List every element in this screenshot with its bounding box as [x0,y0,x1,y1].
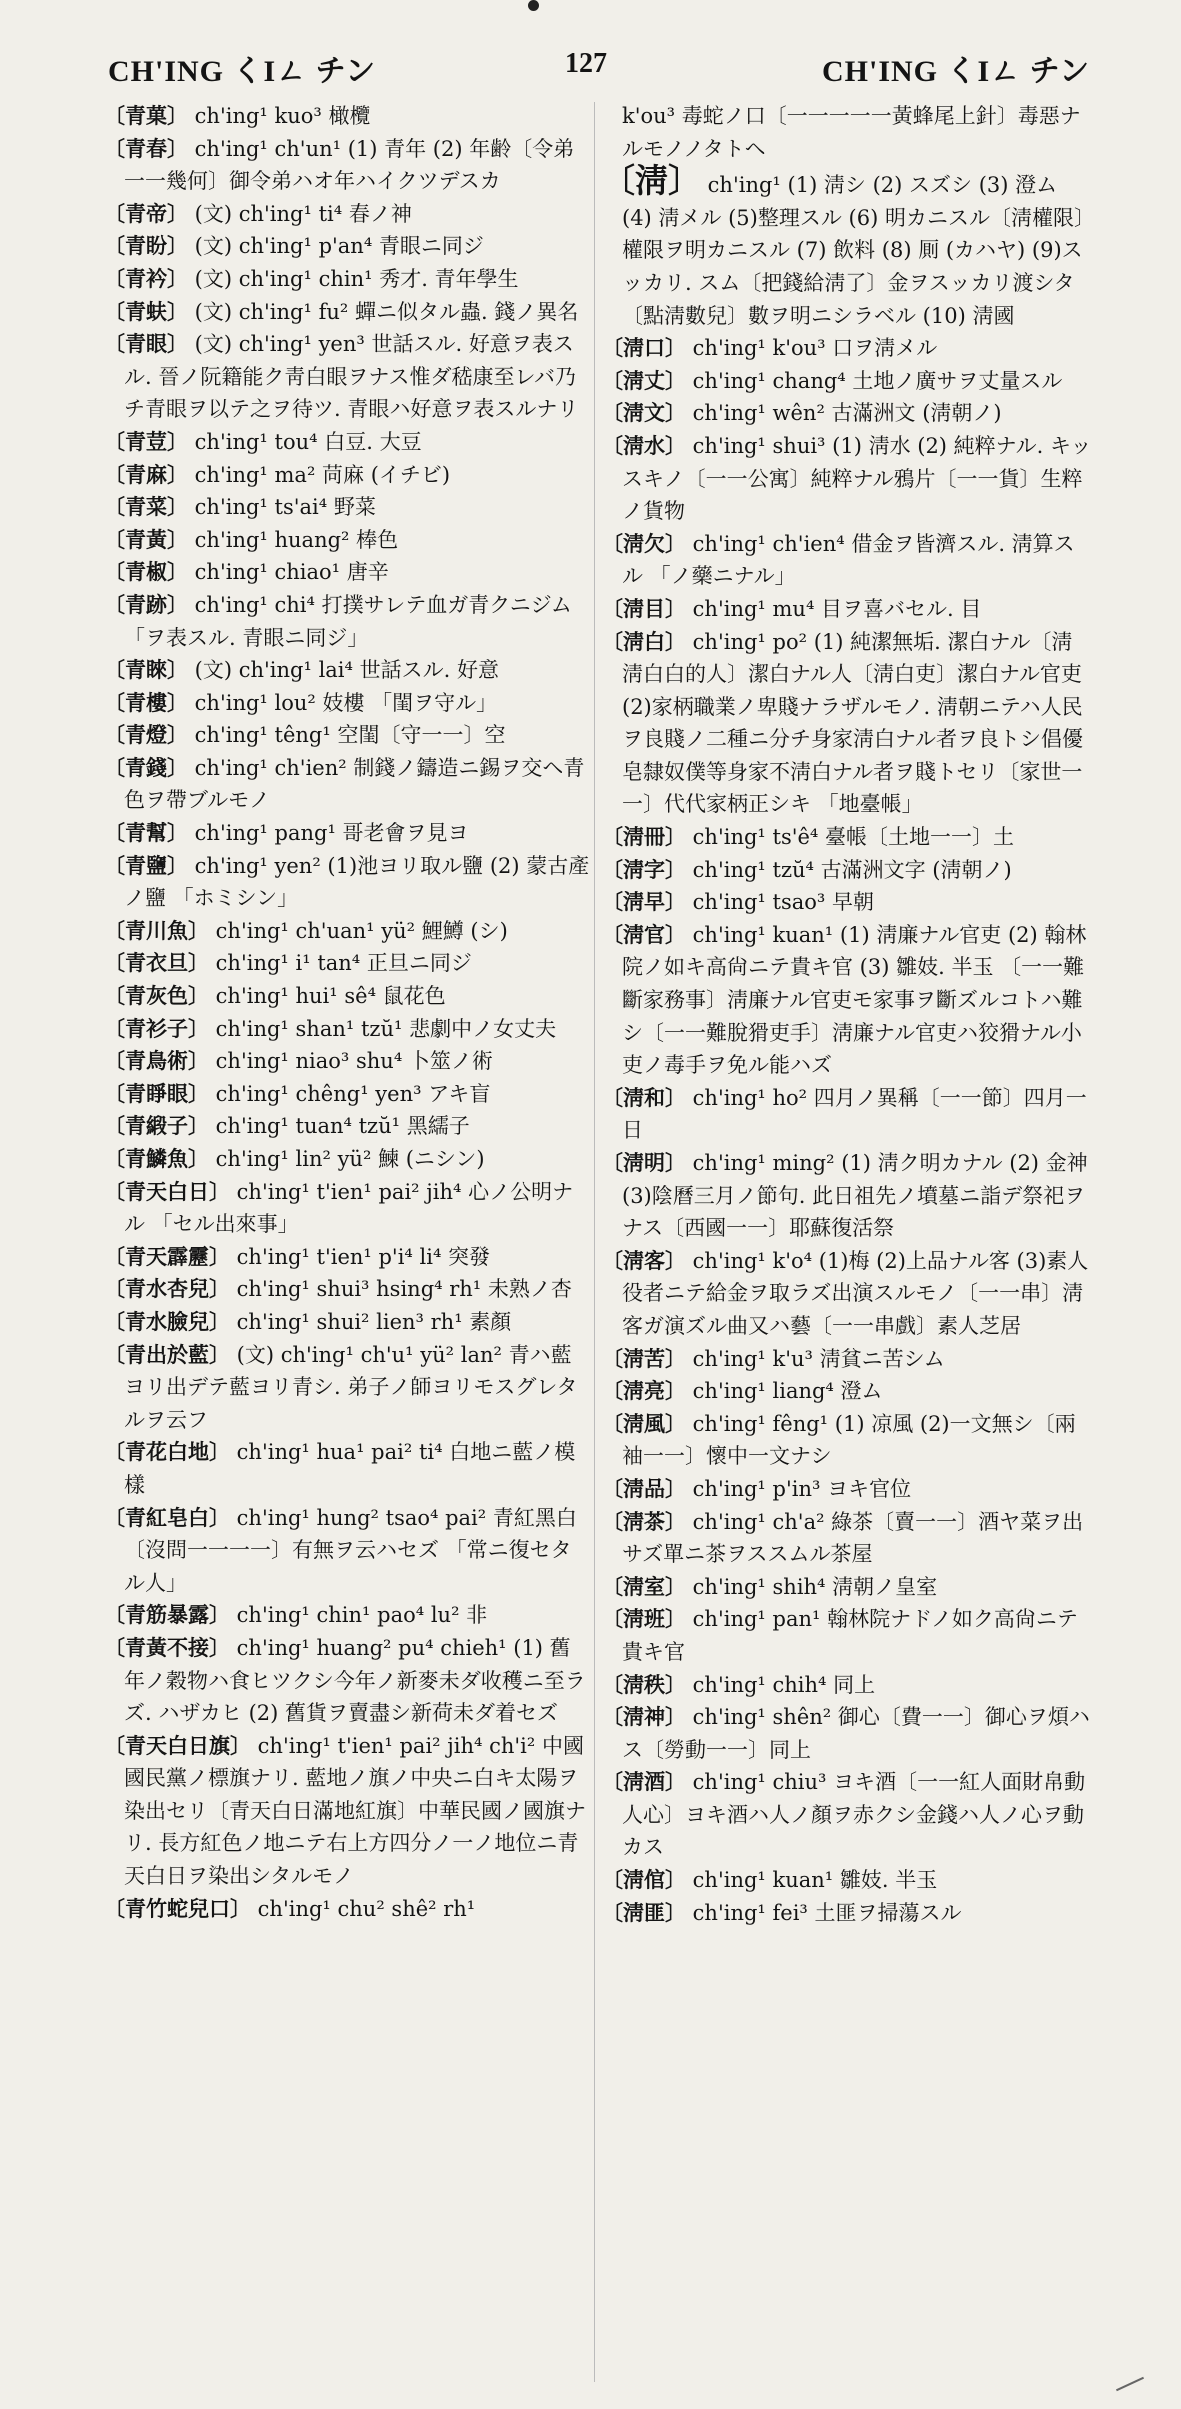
entry-definition: ch'ing¹ chu² shê² rh¹ [251,1896,476,1921]
entry-definition: (文) ch'ing¹ lai⁴ 世話スル. 好意 [188,658,499,683]
entry-headword: 〔青鳥術〕 [104,1048,209,1074]
dictionary-entry [104,1893,590,1926]
entry-headword: 〔青睞〕 [104,657,188,683]
dictionary-entry [602,1375,1092,1408]
entry-headword: 〔淸丈〕 [602,367,686,393]
entry-headword: 〔淸茶〕 [602,1508,686,1534]
dictionary-entry [104,1436,590,1501]
dictionary-entry [104,328,590,426]
entry-headword: 〔青蚨〕 [104,298,188,324]
dictionary-entry [104,1502,590,1600]
entry-definition: ch'ing¹ tsao³ 早朝 [686,890,874,915]
entry-definition: ch'ing¹ pan¹ 翰林院ナドノ如ク高尙ニテ貴キ官 [622,1607,1078,1664]
entry-definition: ch'ing¹ mu⁴ 目ヲ喜バセル. 目 [686,596,982,621]
entry-definition: ch'ing¹ liang⁴ 澄ム [686,1379,883,1404]
dictionary-entry [104,1599,590,1632]
entry-definition: (文) ch'ing¹ ch'u¹ yü² lan² 青ハ藍ヨリ出デテ藍ヨリ青シ. 弟子ノ師ヨリモスグレタルヲ云フ [124,1342,578,1432]
entry-headword: 〔淸明〕 [602,1150,686,1175]
entry-definition: ch'ing¹ t'ien¹ pai² jih⁴ ch'i² 中國國民黨ノ標旗ナリ. 藍地ノ旗ノ中央ニ白キ太陽ヲ染出セリ〔青天白日滿地紅旗〕中華民國ノ國旗ナリ. 長方紅色ノ地ニテ右上方四分ノ一ノ地位ニ青天白日ヲ染出シタルモノ [124,1733,586,1889]
entry-headword: 〔青帝〕 [104,200,188,226]
entry-definition: ch'ing¹ têng¹ 空閨〔守一一〕空 [188,723,506,748]
entry-definition: ch'ing¹ tzŭ⁴ 古滿洲文字 (淸朝ノ) [686,857,1012,882]
entry-headword: 〔淸冊〕 [602,824,686,850]
entry-definition: ch'ing¹ lou² 妓樓 「閨ヲ守ル」 [188,690,498,715]
entry-definition: ch'ing¹ t'ien¹ pai² jih⁴ 心ノ公明ナル 「セル出來事」 [124,1179,574,1237]
entry-headword: 〔淸早〕 [602,889,686,915]
entry-headword: 〔青幫〕 [104,820,188,846]
entry-definition: ch'ing¹ fêng¹ (1) 凉風 (2)一文無シ〔兩袖一一〕懷中一文ナシ [622,1411,1076,1469]
dictionary-entry [104,263,590,296]
dictionary-entry [602,854,1092,887]
page-corner-mark [1116,2377,1144,2391]
entry-definition: ch'ing¹ chang⁴ 土地ノ廣サヲ丈量スル [686,368,1063,393]
entry-headword: 〔淸字〕 [602,856,686,882]
entry-definition: ch'ing¹ huang² 棒色 [188,527,399,552]
entry-headword: 〔青錢〕 [104,754,188,780]
dictionary-entry [602,528,1092,593]
entry-headword: 〔淸文〕 [602,400,686,426]
entry-definition: ch'ing¹ huang² pu⁴ chieh¹ (1) 舊年ノ穀物ハ食ヒツクシ今年ノ新麥未ダ收穫ニ至ラズ. ハザカヒ (2) 舊貨ヲ賣盡シ新荷未ダ着セズ [124,1635,586,1726]
entry-definition: ch'ing¹ ch'uan¹ yü² 鯉鱒 (シ) [209,918,508,943]
dictionary-entry [104,654,590,687]
entry-headword: 〔青衣旦〕 [104,950,209,976]
dictionary-entry [602,365,1092,398]
left-column [104,100,590,2390]
entry-headword: 〔青水臉兒〕 [104,1308,230,1334]
entry-definition: ch'ing¹ ch'un¹ (1) 青年 (2) 年齢〔令弟一一幾何〕御令弟ハオ年ハイクツデスカ [124,136,575,194]
dictionary-entry [602,1766,1092,1864]
dictionary-entry [602,100,1092,165]
header-left-guide: CH'ING くIㄥ チン [108,55,377,88]
entry-definition: ch'ing¹ t'ien¹ p'i⁴ li⁴ 突發 [230,1244,491,1269]
entry-definition: ch'ing¹ i¹ tan⁴ 正旦ニ同ジ [209,951,472,976]
dictionary-entry [104,1730,590,1893]
entry-headword: 〔淸室〕 [602,1573,686,1599]
entry-definition: ch'ing¹ tou⁴ 白豆. 大豆 [188,429,422,454]
right-column [602,100,1092,2390]
entry-definition: ch'ing¹ k'o⁴ (1)梅 (2)上品ナル客 (3)素人役者ニテ給金ヲ取ラズ出演スルモノ〔一一串〕淸客ガ演ズル曲又ハ藝〔一一串戲〕素人芝居 [622,1248,1089,1338]
dictionary-entry [104,817,590,850]
entry-definition: ch'ing¹ ming² (1) 淸ク明カナル (2) 金神 (3)陰曆三月ノ節句. 此日祖先ノ墳墓ニ詣デ祭祀ヲナス〔西國一一〕耶蘇復活祭 [622,1151,1088,1241]
dictionary-entry [602,1571,1092,1604]
dictionary-entry [104,1143,590,1176]
entry-definition: ch'ing¹ hui¹ sê⁴ 鼠花色 [209,984,446,1009]
entry-headword: 〔青天霹靂〕 [104,1243,230,1269]
entry-definition: (文) ch'ing¹ p'an⁴ 青眼ニ同ジ [188,234,484,259]
dictionary-entry [104,980,590,1013]
entry-definition: ch'ing¹ pang¹ 哥老會ヲ見ヨ [188,821,469,846]
dictionary-entry [104,1013,590,1046]
entry-headword: 〔淸神〕 [602,1704,686,1730]
entry-headword: 〔青鹽〕 [104,852,188,878]
dictionary-entry [104,1632,590,1730]
dictionary-entry [104,1078,590,1111]
dictionary-entry [104,719,590,752]
ink-dot [528,0,539,11]
entry-definition: ch'ing¹ ts'ai⁴ 野菜 [188,495,376,520]
entry-definition: ch'ing¹ shih⁴ 淸朝ノ皇室 [686,1574,938,1599]
dictionary-entry [602,1343,1092,1376]
entry-headword: 〔青春〕 [104,135,188,161]
entry-definition: ch'ing¹ shui³ (1) 淸水 (2) 純粹ナル. キッスキノ〔一一公寓〕純粹ナル鴉片〔一一貨〕生粹ノ貨物 [622,433,1092,524]
dictionary-entry [104,459,590,492]
entry-headword: 〔青灰色〕 [104,983,209,1009]
entry-definition: k'ou³ 毒蛇ノ口〔一一一一一黃蜂尾上針〕毒惡ナルモノノタトヘ [622,104,1081,161]
entry-headword: 〔青筋暴露〕 [104,1602,230,1628]
dictionary-entry [602,1669,1092,1702]
entry-headword: 〔青竹蛇兒口〕 [104,1895,251,1921]
entry-headword: 〔淸和〕 [602,1084,686,1110]
entry-headword: 〔青水杏兒〕 [104,1276,230,1302]
entry-headword: 〔淸苦〕 [602,1345,686,1371]
entry-definition: ch'ing¹ chi⁴ 打撲サレテ血ガ青クニジム 「ヲ表スル. 青眼ニ同ジ」 [124,592,572,650]
dictionary-entry [104,1273,590,1306]
page-header [0,34,1181,96]
entry-definition: ch'ing¹ kuan¹ 雛妓. 半玉 [686,1868,938,1893]
dictionary-entry [602,430,1092,528]
entry-definition: ch'ing¹ chiu³ ヨキ酒〔一一紅人面財帛動人心〕ヨキ酒ハ人ノ顏ヲ赤クシ金錢ハ人ノ心ヲ動カス [622,1770,1086,1860]
dictionary-entry [602,919,1092,1082]
dictionary-entry [104,100,590,133]
entry-definition: ch'ing¹ chin¹ pao⁴ lu² 非 [230,1603,488,1628]
dictionary-entry [104,947,590,980]
dictionary-entry [104,752,590,817]
entry-headword: 〔青鱗魚〕 [104,1146,209,1171]
entry-headword: 〔青菜〕 [104,494,188,520]
entry-headword: 〔淸亮〕 [602,1378,686,1404]
entry-headword: 〔淸風〕 [602,1410,686,1436]
dictionary-entry [602,1701,1092,1766]
dictionary-entry [602,1147,1092,1245]
entry-headword: 〔青衿〕 [104,265,188,291]
dictionary-entry [104,1339,590,1437]
dictionary-entry [602,593,1092,626]
dictionary-entry [602,886,1092,919]
entry-definition: ch'ing¹ k'u³ 淸貧ニ苦シム [686,1346,945,1371]
entry-definition: ch'ing¹ chiao¹ 唐辛 [188,560,389,585]
entry-headword: 〔淸欠〕 [602,530,686,556]
entry-definition: ch'ing¹ fei³ 土匪ヲ掃蕩スル [686,1900,962,1925]
dictionary-entry [104,230,590,263]
dictionary-entry [104,296,590,329]
entry-definition: (文) ch'ing¹ chin¹ 秀才. 青年學生 [188,266,519,291]
dictionary-entry [602,1897,1092,1930]
entry-headword: 〔青菓〕 [104,103,188,128]
entry-definition: ch'ing¹ kuo³ 橄欖 [188,104,371,128]
dictionary-entry [104,1241,590,1274]
entry-headword: 〔青黃不接〕 [104,1634,230,1660]
entry-headword: 〔淸官〕 [602,921,686,947]
entry-definition: ch'ing¹ shan¹ tzŭ¹ 悲劇中ノ女丈夫 [209,1016,557,1041]
dictionary-entry [602,626,1092,822]
entry-definition: ch'ing¹ shui² lien³ rh¹ 素顏 [230,1309,512,1334]
entry-definition: ch'ing¹ ma² 苘麻 (イチビ) [188,462,451,487]
entry-headword: 〔淸水〕 [602,432,686,458]
dictionary-entry [104,1176,590,1241]
dictionary-entry [602,1864,1092,1897]
dictionary-entry [602,161,1092,332]
dictionary-entry [602,1408,1092,1473]
entry-headword: 〔青樓〕 [104,689,188,715]
dictionary-entry [104,491,590,524]
entry-headword: 〔青盼〕 [104,233,188,259]
entry-headword: 〔淸匪〕 [602,1899,686,1925]
dictionary-entry [104,1045,590,1078]
entry-headword: 〔青麻〕 [104,461,188,487]
dictionary-entry [104,850,590,915]
dictionary-entry [104,1306,590,1339]
entry-headword: 〔淸班〕 [602,1606,686,1632]
entry-definition: ch'ing¹ p'in³ ヨキ官位 [686,1476,912,1501]
entry-definition: (文) ch'ing¹ ti⁴ 春ノ神 [188,201,412,226]
entry-definition: ch'ing¹ kuan¹ (1) 淸廉ナル官吏 (2) 翰林院ノ如キ高尙ニテ貴キ官 (3) 雛妓. 半玉 〔一一難斷家務事〕淸廉ナル官吏モ家事ヲ斷ズルコトハ難シ〔一一難脫猾吏手〕淸廉ナル官吏ハ狡猾ナル小吏ノ毒手ヲ免ル能ハズ [622,922,1087,1078]
entry-definition: ch'ing¹ ch'ien⁴ 借金ヲ皆濟スル. 淸算スル 「ノ藥ニナル」 [622,531,1075,589]
entry-headword: 〔青荳〕 [104,428,188,454]
entry-definition: ch'ing¹ ho² 四月ノ異稱〔一一節〕四月一日 [622,1085,1087,1143]
entry-definition: ch'ing¹ ts'ê⁴ 臺帳〔土地一一〕土 [686,825,1015,850]
entry-headword: 〔淸秩〕 [602,1671,686,1697]
dictionary-entry [104,556,590,589]
entry-headword: 〔青跡〕 [104,591,188,617]
dictionary-entry [104,1110,590,1143]
dictionary-entry [104,198,590,231]
entry-headword: 〔青紅皂白〕 [104,1504,230,1530]
entry-headword: 〔淸白〕 [602,628,686,654]
dictionary-entry [104,687,590,720]
entry-headword: 〔淸品〕 [602,1475,686,1501]
entry-definition: ch'ing¹ (1) 淸シ (2) スズシ (3) 澄ム (4) 淸メル (5)整理スル (6) 明カニスル〔淸權限〕權限ヲ明カニスル (7) 飲料 (8) 厠 (カハヤ) (9)スッカリ. スム〔把錢給淸了〕金ヲスッカリ渡シタ〔點淸數兒〕數ヲ明ニシラベル (10) 淸國 [622,173,1085,328]
entry-definition: ch'ing¹ shên² 御心〔費一一〕御心ヲ煩ハス〔勞動一一〕同上 [622,1705,1090,1762]
entry-definition: ch'ing¹ niao³ shu⁴ 卜筮ノ術 [209,1049,493,1074]
entry-headword: 〔淸目〕 [602,595,686,621]
entry-definition: (文) ch'ing¹ fu² 蟬ニ似タル蟲. 錢ノ異名 [188,299,579,324]
dictionary-entry [602,332,1092,365]
entry-headword: 〔青花白地〕 [104,1439,230,1465]
entry-definition: ch'ing¹ ch'ien² 制錢ノ鑄造ニ錫ヲ交ヘ青色ヲ帶ブルモノ [124,755,585,813]
entry-definition: ch'ing¹ tuan⁴ tzŭ¹ 黑繻子 [209,1114,470,1139]
entry-definition: ch'ing¹ ch'a² 綠茶〔賣一一〕酒ヤ菜ヲ出サズ單ニ茶ヲススムル茶屋 [622,1509,1084,1567]
entry-headword: 〔青出於藍〕 [104,1341,230,1367]
entry-headword: 〔青天白日旗〕 [104,1732,251,1758]
header-right-guide: CH'ING くIㄥ チン [822,55,1091,88]
entry-headword: 〔青衫子〕 [104,1015,209,1041]
entry-headword: 〔青燈〕 [104,722,188,748]
entry-definition: ch'ing¹ lin² yü² 鰊 (ニシン) [209,1147,485,1171]
entry-headword: 〔青睜眼〕 [104,1080,209,1106]
entry-definition: ch'ing¹ hung² tsao⁴ pai² 青紅黑白〔沒問一一一一〕有無ヲ云ハセズ 「常ニ復セタル人」 [124,1505,577,1595]
dictionary-entry [602,821,1092,854]
dictionary-entry [104,426,590,459]
entry-definition: ch'ing¹ chih⁴ 同上 [686,1672,876,1697]
entry-definition: ch'ing¹ po² (1) 純潔無垢. 潔白ナル〔淸淸白白的人〕潔白ナル人〔淸白吏〕潔白ナル官吏 (2)家柄職業ノ卑賤ナラザルモノ. 淸朝ニテハ人民ヲ良賤ノ二種ニ分チ身家淸白ナル者ヲ良トシ倡優皂隸奴僕等身家不淸白ナル者ヲ賤トセリ〔家世一一〕代代家柄正シキ 「地臺帳」 [622,629,1083,817]
dictionary-entry [602,1603,1092,1668]
dictionary-entry [104,133,590,198]
entry-headword: 〔青椒〕 [104,559,188,585]
entry-headword: 〔青川魚〕 [104,917,209,943]
column-divider [594,102,595,2382]
entry-headword: 〔青眼〕 [104,331,188,357]
entry-headword: 〔淸倌〕 [602,1867,686,1893]
entry-headword: 〔淸酒〕 [602,1769,686,1795]
dictionary-entry [602,1473,1092,1506]
dictionary-entry [602,1082,1092,1147]
page-number: 127 [565,48,607,79]
dictionary-entry [602,1245,1092,1343]
dictionary-entry [104,524,590,557]
dictionary-entry [602,397,1092,430]
dictionary-entry [104,589,590,654]
dictionary-entry [104,915,590,948]
entry-definition: ch'ing¹ chêng¹ yen³ アキ盲 [209,1081,491,1106]
entry-headword: 〔淸口〕 [602,335,686,361]
entry-headword: 〔青緞子〕 [104,1113,209,1139]
entry-definition: ch'ing¹ wên² 古滿洲文 (淸朝ノ) [686,401,1002,426]
entry-definition: (文) ch'ing¹ yen³ 世話スル. 好意ヲ表スル. 晉ノ阮籍能ク靑白眼ヲナス惟ダ嵇康至レバ乃チ青眼ヲ以テ之ヲ待ツ. 青眼ハ好意ヲ表スルナリ [124,332,579,422]
entry-definition: ch'ing¹ hua¹ pai² ti⁴ 白地ニ藍ノ模樣 [124,1440,576,1497]
entry-headword: 〔青天白日〕 [104,1178,230,1204]
entry-definition: ch'ing¹ k'ou³ 口ヲ淸メル [686,336,938,361]
entry-headword: 〔淸客〕 [602,1247,686,1273]
entry-headword: 〔青黃〕 [104,526,188,552]
dictionary-entry [602,1506,1092,1571]
entry-definition: ch'ing¹ shui³ hsing⁴ rh¹ 未熟ノ杏 [230,1277,572,1302]
entry-headword: 〔淸〕 [602,161,701,201]
entry-definition: ch'ing¹ yen² (1)池ヨリ取ル鹽 (2) 蒙古產ノ鹽 「ホミシン」 [124,853,590,911]
